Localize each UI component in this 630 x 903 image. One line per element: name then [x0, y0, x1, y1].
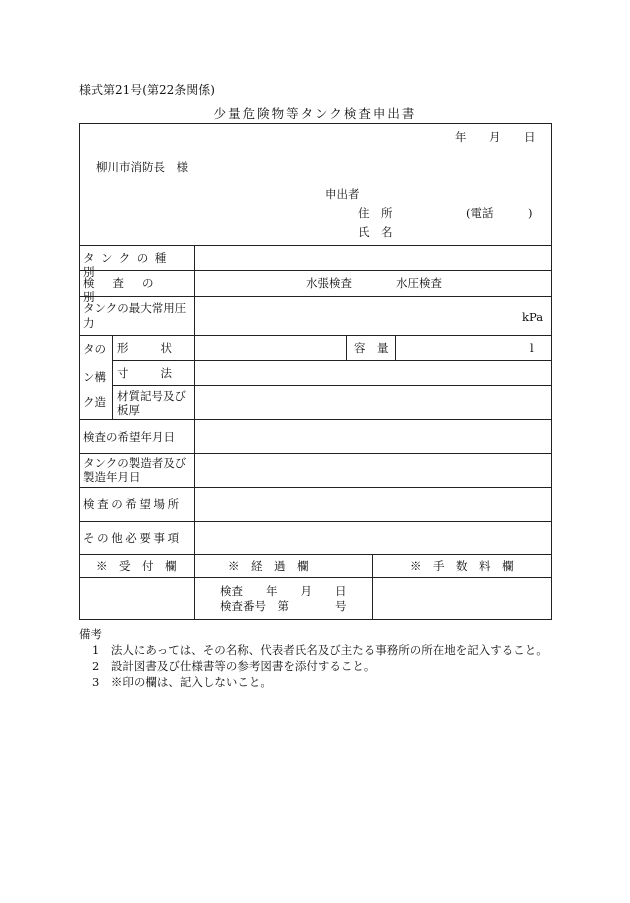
progress-heading: ※ 経 過 欄 [228, 559, 309, 573]
dimensions-label [117, 366, 189, 380]
structure-group-label-1: タの [83, 342, 106, 356]
capacity-unit: l [530, 341, 534, 355]
shape-label [117, 341, 189, 355]
date-year-label: 年 [455, 130, 467, 144]
address-label: 住 所 [358, 206, 393, 220]
option-water-pressure[interactable]: 水圧検査 [396, 276, 442, 290]
name-label: 氏 名 [358, 225, 393, 239]
dimensions-label-text: 寸 法 [117, 366, 175, 380]
form-number: 様式第21号(第22条関係) [79, 83, 215, 97]
document-title: 少量危険物等タンク検査申出書 [213, 106, 417, 121]
notes-heading: 備考 [79, 627, 102, 641]
other-label: その他必要事項 [83, 531, 182, 545]
max-pressure-label: タンクの最大常用圧力 [83, 301, 187, 330]
note-item-3: 3 ※印の欄は、記入しないこと。 [92, 675, 272, 689]
inspection-type-label [83, 276, 190, 304]
structure-group-label-3: ク造 [83, 395, 106, 409]
shape-label-text: 形 状 [117, 341, 175, 355]
material-label: 材質記号及び板厚 [117, 389, 186, 417]
inspection-number-line: 検査番号 第 号 [220, 599, 347, 613]
tank-type-label-text: タンクの種別 [83, 251, 173, 279]
fee-heading: ※ 手 数 料 欄 [410, 559, 514, 573]
note-item-1: 1 法人にあっては、その名称、代表者氏名及び主たる事務所の所在地を記入すること。 [92, 643, 548, 657]
desired-date-label: 検査の希望年月日 [83, 430, 175, 444]
inspection-date-line: 検査 年 月 日 [220, 584, 347, 598]
date-day-label: 日 [524, 130, 536, 144]
desired-place-label: 検査の希望場所 [83, 497, 182, 511]
structure-group-label-2: ン構 [83, 370, 106, 384]
tank-type-label [83, 251, 190, 279]
date-month-label: 月 [489, 130, 501, 144]
option-water-fill[interactable]: 水張検査 [306, 276, 352, 290]
addressee: 柳川市消防長 様 [96, 160, 188, 174]
manufacturer-label: タンクの製造者及び製造年月日 [83, 456, 187, 484]
inspection-type-label-text: 検査の別 [83, 276, 172, 304]
pressure-unit: kPa [522, 310, 544, 324]
note-item-2: 2 設計図書及び仕様書等の参考図書を添付すること。 [92, 659, 376, 673]
applicant-label: 申出者 [325, 187, 360, 201]
phone-label: (電話 ) [466, 206, 533, 220]
capacity-label: 容 量 [354, 341, 389, 355]
reception-heading: ※ 受 付 欄 [96, 559, 177, 573]
